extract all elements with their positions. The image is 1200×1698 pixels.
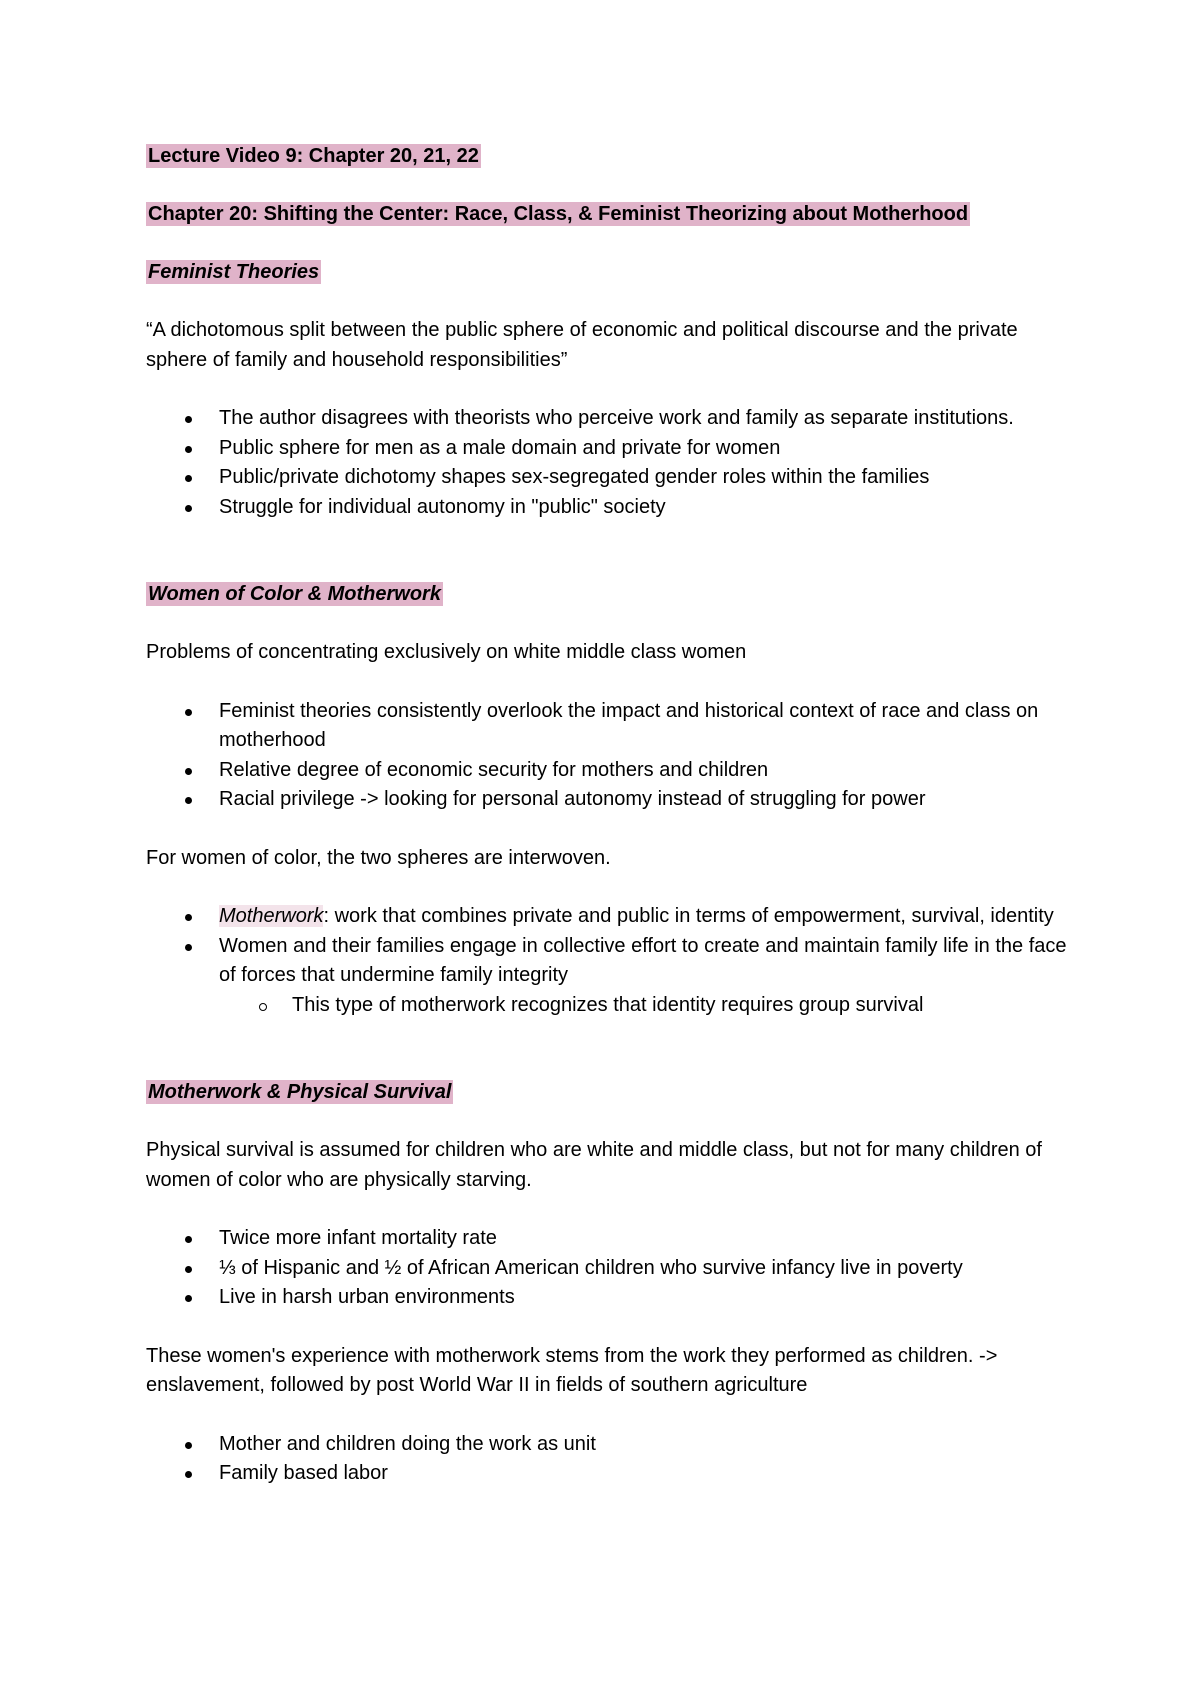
bullet-icon [185, 709, 192, 716]
list-item [146, 902, 1076, 932]
document-page [146, 142, 1076, 1518]
bullet-icon [185, 475, 192, 482]
list-item: Twice more infant mortality rate [146, 1224, 1076, 1254]
physical-survival-intro: Physical survival is assumed for children who are white and middle class, but not for many children of women of color who are physically starving. [146, 1139, 1042, 1191]
bullet-icon [185, 1266, 192, 1273]
list-item: The author disagrees with theorists who perceive work and family as separate institutions. [146, 404, 1076, 434]
women-of-color-list [146, 697, 1076, 815]
motherwork-list [146, 902, 1076, 1020]
chapter-title: Chapter 20: Shifting the Center: Race, Class, & Feminist Theorizing about Motherhood [148, 203, 969, 225]
hollow-bullet-icon [259, 1003, 267, 1011]
bullet-icon [185, 1295, 192, 1302]
bullet-icon [185, 1471, 192, 1478]
spheres-text: For women of color, the two spheres are interwoven. [146, 846, 611, 869]
bullet-icon [185, 1442, 192, 1449]
list-item: Struggle for individual autonomy in "public" society [146, 493, 1076, 523]
list-item: Live in harsh urban environments [146, 1283, 1076, 1313]
list-item: Mother and children doing the work as unit [146, 1430, 1076, 1460]
bullet-icon [185, 446, 192, 453]
list-item: Public/private dichotomy shapes sex-segregated gender roles within the families [146, 463, 1076, 493]
list-item: Women and their families engage in collective effort to create and maintain family life in the face of forces that undermine family integrity This type of motherwork recognizes that identity requires group survival [146, 932, 1076, 1021]
sub-list [219, 991, 1076, 1021]
bullet-icon [185, 768, 192, 775]
bullet-icon [185, 797, 192, 804]
motherwork-term: Motherwork [219, 905, 324, 927]
section-heading-feminist-theories: Feminist Theories [148, 261, 320, 283]
list-item: Racial privilege -> looking for personal autonomy instead of struggling for power [146, 785, 1076, 815]
list-item: ⅓ of Hispanic and ½ of African American children who survive infancy live in poverty [146, 1254, 1076, 1284]
feminist-theories-list [146, 404, 1076, 522]
physical-survival-list [146, 1224, 1076, 1313]
bullet-icon [185, 944, 192, 951]
list-item: Family based labor [146, 1459, 1076, 1489]
list-item: Relative degree of economic security for mothers and children [146, 756, 1076, 786]
bullet-icon [185, 416, 192, 423]
experience-text: These women's experience with motherwork stems from the work they performed as children. -> enslavement, followed by post World War II in fields of southern agriculture [146, 1344, 998, 1396]
bullet-icon [185, 1236, 192, 1243]
list-item: Public sphere for men as a male domain and private for women [146, 434, 1076, 464]
section-heading-physical-survival: Motherwork & Physical Survival [148, 1081, 452, 1103]
bullet-icon [185, 914, 192, 921]
sub-list-item: This type of motherwork recognizes that identity requires group survival [219, 991, 1076, 1021]
list-item: Feminist theories consistently overlook the impact and historical context of race and class on motherhood [146, 697, 1076, 756]
bullet-icon [185, 505, 192, 512]
motherwork-definition: : work that combines private and public in terms of empowerment, survival, identity [323, 905, 1054, 927]
feminist-theories-quote: “A dichotomous split between the public sphere of economic and political discourse and the private sphere of family and household responsibilities” [146, 319, 1018, 371]
women-of-color-intro: Problems of concentrating exclusively on white middle class women [146, 641, 747, 663]
labor-list [146, 1430, 1076, 1489]
lecture-title: Lecture Video 9: Chapter 20, 21, 22 [148, 145, 479, 167]
section-heading-women-of-color: Women of Color & Motherwork [148, 583, 441, 605]
